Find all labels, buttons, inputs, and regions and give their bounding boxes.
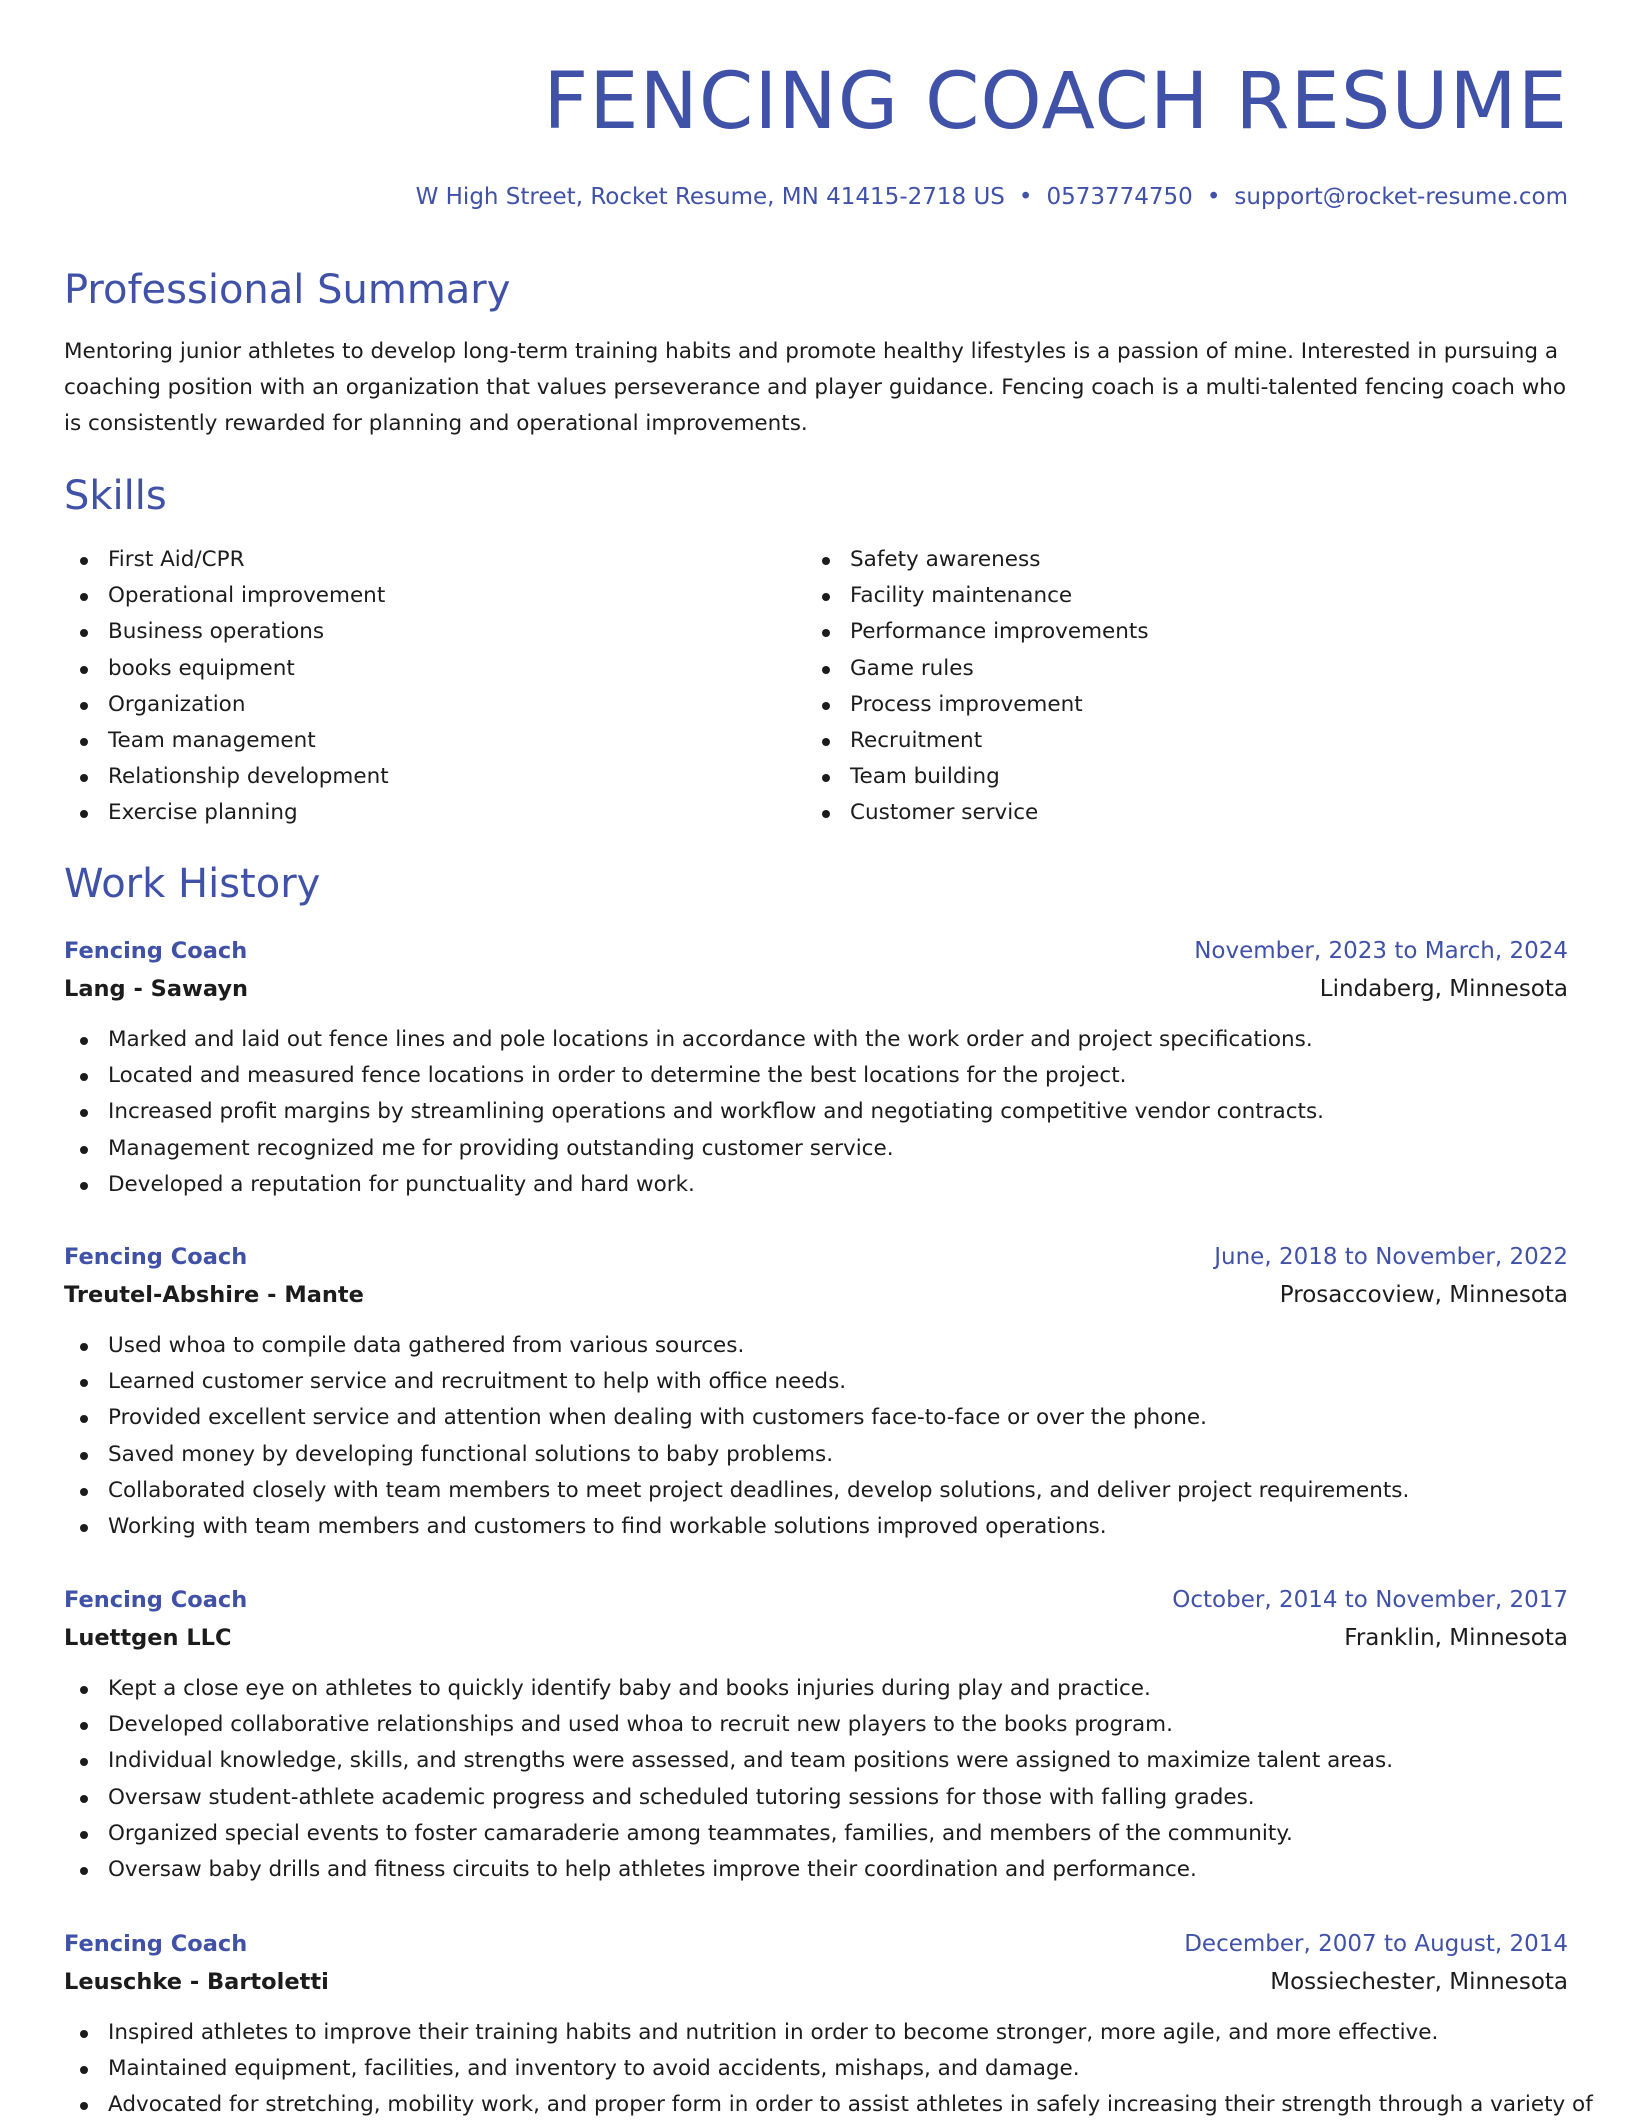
job-dates: December, 2007 to August, 2014 <box>1184 1931 1568 1957</box>
job-dates: October, 2014 to November, 2017 <box>1172 1587 1568 1613</box>
job-duty: Saved money by developing functional solutions to baby problems. <box>64 1437 1568 1473</box>
job-duty: Developed collaborative relationships and used whoa to recruit new players to the books program. <box>64 1707 1568 1743</box>
skill-item: Facility maintenance <box>806 578 1506 614</box>
job-entry <box>64 1581 1568 1888</box>
job-duty: Working with team members and customers to find workable solutions improved operations. <box>64 1509 1568 1545</box>
job-dates: November, 2023 to March, 2024 <box>1194 938 1568 964</box>
job-duty: Marked and laid out fence lines and pole locations in accordance with the work order and project specifications. <box>64 1022 1568 1058</box>
job-duties-list <box>64 2015 1593 2124</box>
contact-phone: 0573774750 <box>1046 184 1193 210</box>
summary-text: Mentoring junior athletes to develop long-term training habits and promote healthy lifestyles is a passion of mine. Interested in pursuing a coaching position with an organization that values perseverance and player guidance. Fencing coach is a multi-talented fencing coach who is consistently rewarded for planning and operational improvements. <box>64 339 1567 436</box>
job-duties-list <box>64 1328 1568 1545</box>
job-entry <box>64 932 1568 1203</box>
job-duty: Management recognized me for providing outstanding customer service. <box>64 1131 1568 1167</box>
job-company: Leuschke - Bartoletti <box>64 1969 329 1995</box>
contact-address: W High Street, Rocket Resume, MN 41415-2718 US <box>415 184 1005 210</box>
skill-item: Organization <box>64 687 764 723</box>
job-entry <box>64 1925 1593 2124</box>
skill-item: Recruitment <box>806 723 1506 759</box>
skills-heading: Skills <box>64 473 167 519</box>
job-duty: Used whoa to compile data gathered from various sources. <box>64 1328 1568 1364</box>
skill-item: Game rules <box>806 651 1506 687</box>
job-duty: Provided excellent service and attention when dealing with customers face-to-face or over the phone. <box>64 1400 1568 1436</box>
skill-item: Customer service <box>806 795 1506 831</box>
skill-item: Team building <box>806 759 1506 795</box>
summary-heading: Professional Summary <box>64 267 511 313</box>
skill-item: Performance improvements <box>806 614 1506 650</box>
job-location: Prosaccoview, Minnesota <box>1279 1282 1568 1308</box>
job-duty: Maintained equipment, facilities, and inventory to avoid accidents, mishaps, and damage. <box>64 2051 1568 2087</box>
skills-list-left <box>64 542 764 832</box>
job-location: Lindaberg, Minnesota <box>1319 976 1568 1002</box>
job-duty: Located and measured fence locations in order to determine the best locations for the project. <box>64 1058 1568 1094</box>
work-history-heading: Work History <box>64 861 321 907</box>
job-title: Fencing Coach <box>64 1931 248 1957</box>
skills-column-left <box>64 542 764 832</box>
job-duty: Organized special events to foster camaraderie among teammates, families, and members of the community. <box>64 1816 1568 1852</box>
contact-line <box>416 180 1568 214</box>
job-duty: Individual knowledge, skills, and strengths were assessed, and team positions were assigned to maximize talent areas. <box>64 1743 1568 1779</box>
skill-item: Business operations <box>64 614 764 650</box>
job-duty: Collaborated closely with team members to meet project deadlines, develop solutions, and deliver project requirements. <box>64 1473 1568 1509</box>
skill-item: Safety awareness <box>806 542 1506 578</box>
skill-item: Team management <box>64 723 764 759</box>
job-duty: Kept a close eye on athletes to quickly identify baby and books injuries during play and practice. <box>64 1671 1568 1707</box>
skills-list-right <box>806 542 1506 832</box>
job-duties-list <box>64 1671 1568 1888</box>
job-duties-list <box>64 1022 1568 1203</box>
skill-item: Exercise planning <box>64 795 764 831</box>
job-duty: Inspired athletes to improve their training habits and nutrition in order to become stronger, more agile, and more effective. <box>64 2015 1568 2051</box>
job-title: Fencing Coach <box>64 938 248 964</box>
job-duty: Learned customer service and recruitment to help with office needs. <box>64 1364 1568 1400</box>
contact-separator: • <box>1206 184 1221 210</box>
job-dates: June, 2018 to November, 2022 <box>1214 1244 1568 1270</box>
skill-item: Operational improvement <box>64 578 764 614</box>
job-duty: Oversaw student-athlete academic progress and scheduled tutoring sessions for those with falling grades. <box>64 1780 1568 1816</box>
skill-item: Relationship development <box>64 759 764 795</box>
job-location: Mossiechester, Minnesota <box>1270 1969 1568 1995</box>
job-title: Fencing Coach <box>64 1587 248 1613</box>
job-entry <box>64 1238 1568 1545</box>
skill-item: First Aid/CPR <box>64 542 764 578</box>
job-duty: Advocated for stretching, mobility work, and proper form in order to assist athletes in safely increasing their strength through a variety of <box>64 2087 1568 2123</box>
skills-column-right <box>806 542 1506 832</box>
resume-title: FENCING COACH RESUME <box>543 57 1568 147</box>
contact-separator: • <box>1018 184 1033 210</box>
job-title: Fencing Coach <box>64 1244 248 1270</box>
job-location: Franklin, Minnesota <box>1344 1625 1568 1651</box>
skill-item: books equipment <box>64 651 764 687</box>
contact-email[interactable]: support@rocket-resume.com <box>1234 184 1568 210</box>
job-company: Treutel-Abshire - Mante <box>64 1282 364 1308</box>
job-company: Luettgen LLC <box>64 1625 232 1651</box>
job-duty: Increased profit margins by streamlining operations and workflow and negotiating competitive vendor contracts. <box>64 1094 1568 1130</box>
job-duty: Oversaw baby drills and fitness circuits to help athletes improve their coordination and performance. <box>64 1852 1568 1888</box>
job-duty: Developed a reputation for punctuality and hard work. <box>64 1167 1568 1203</box>
skill-item: Process improvement <box>806 687 1506 723</box>
job-company: Lang - Sawayn <box>64 976 248 1002</box>
